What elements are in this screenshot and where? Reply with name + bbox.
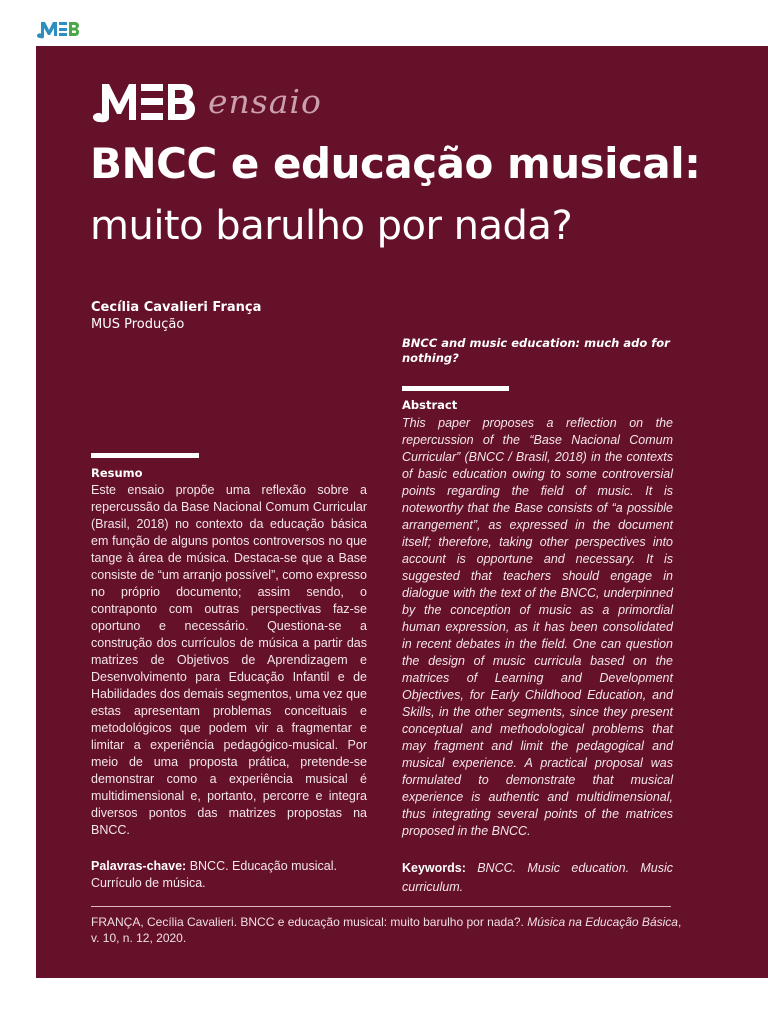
- title-bold: BNCC e educação musical:: [90, 139, 701, 188]
- keywords-en-label: Keywords:: [402, 861, 466, 875]
- article-title: [90, 138, 710, 261]
- author-name: Cecília Cavalieri França: [91, 300, 262, 315]
- author-affiliation: MUS Produção: [91, 317, 185, 332]
- keywords-en: [402, 859, 673, 897]
- keywords-pt-label: Palavras-chave:: [91, 859, 187, 873]
- title-light: muito barulho por nada?: [90, 203, 573, 249]
- abstract-divider: [402, 386, 509, 391]
- citation-prefix: FRANÇA, Cecília Cavalieri. BNCC e educação musical: muito barulho por nada?.: [91, 915, 524, 929]
- abstract-heading: Abstract: [402, 398, 458, 412]
- article-panel: [36, 46, 768, 978]
- keywords-pt: [91, 858, 367, 892]
- keywords-pt-value: BNCC. Educação musical. Currículo de música.: [91, 859, 337, 890]
- keywords-en-value: BNCC. Music education. Music curriculum.: [402, 861, 673, 894]
- section-label: ensaio: [208, 82, 322, 121]
- top-logo: [36, 18, 80, 42]
- citation-journal: Música na Educação Básica: [527, 915, 678, 929]
- english-title: BNCC and music education: much ado for nothing?: [402, 336, 670, 365]
- citation-suffix: , v. 10, n. 12, 2020.: [91, 915, 682, 945]
- music-note-logo-icon: [36, 18, 80, 42]
- resumo-heading: Resumo: [91, 466, 143, 480]
- abstract-body: This paper proposes a reflection on the repercussion of the “Base Nacional Comum Curricular” (BNCC / Brasil, 2018) in the contexts of basic education owing to some controversial points regarding the field of music. It is noteworthy that the Base consists of “a possible arrangement”, as expressed in the document itself; therefore, taking other perspectives into account is opportune and necessary. It is suggested that teachers should engage in dialogue with the text of the BNCC, underpinned by the conception of music as a primordial human expression, as it has been consolidated in recent debates in the field. One can question the design of music curricula based on the matrices of Learning and Development Objectives, for Early Childhood Education, and Skills, in the other segments, since they present conceptual and methodological problems that may fragment and limit the pedagogical and musical experience. A practical proposal was formulated to demonstrate that musical experience is authentic and multidimensional, thus integrating several points of the matrices proposed in the BNCC.: [402, 416, 673, 838]
- citation-divider: [91, 906, 671, 907]
- resumo-divider: [91, 453, 199, 458]
- author-block: [91, 300, 261, 332]
- meb-logo-icon: [90, 76, 200, 132]
- resumo-body: Este ensaio propõe uma reflexão sobre a repercussão da Base Nacional Comum Curricular (Brasil, 2018) no contexto da educação básica em função de alguns pontos controversos no que tange à área de música. Destaca-se que a Base consiste de “um arranjo possível”, como expresso no próprio documento; assim sendo, o contraponto com outras perspectivas faz-se oportuno e necessário. Questiona-se a construção dos currículos de música a partir das matrizes de Objetivos de Aprendizagem e Desenvolvimento para Educação Infantil e de Habilidades dos demais segmentos, uma vez que estas apresentam problemas conceituais e metodológicos que podem vir a fragmentar e limitar a experiência pedagógico-musical. Por meio de uma proposta prática, pretende-se demonstrar como a experiência musical é multidimensional e, portanto, percorre e integra diversos pontos das matrizes propostas na BNCC.: [91, 483, 367, 837]
- citation: [91, 914, 691, 946]
- brand-header: [90, 76, 390, 132]
